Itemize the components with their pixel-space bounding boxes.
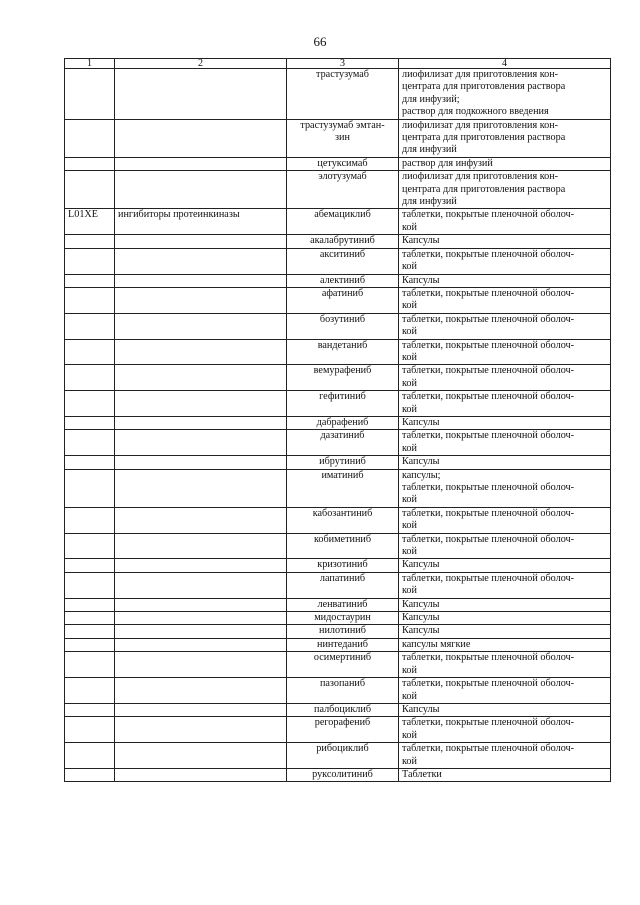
group-name-cell <box>115 533 287 559</box>
dosage-form-cell <box>399 171 611 209</box>
dosage-form-line: Капсулы <box>402 612 440 624</box>
dosage-form-cell <box>399 157 611 170</box>
dosage-form-line: для инфузий; <box>402 93 460 105</box>
column-header-2: 2 <box>115 59 287 69</box>
group-name-cell <box>115 339 287 365</box>
drug-name-line: мидостаурин <box>314 612 371 624</box>
drug-table <box>64 58 611 782</box>
dosage-form-line: таблетки, покрытые пленочной оболоч- <box>402 209 575 221</box>
drug-name-line: лапатиниб <box>319 572 366 584</box>
dosage-form-cell <box>399 119 611 157</box>
atc-code-cell <box>65 717 115 743</box>
dosage-form-line: кой <box>402 494 417 506</box>
dosage-form-cell <box>399 365 611 391</box>
dosage-form-line: для инфузий <box>402 196 457 208</box>
dosage-form-cell <box>399 274 611 287</box>
dosage-form-line: кой <box>402 546 417 558</box>
table-header-row <box>65 59 611 69</box>
drug-name-cell <box>287 638 399 651</box>
drug-name-line: ибрутиниб <box>319 456 366 468</box>
drug-name-cell <box>287 598 399 611</box>
table-row <box>65 638 611 651</box>
atc-code-cell <box>65 678 115 704</box>
atc-code-cell <box>65 612 115 625</box>
drug-name-cell <box>287 652 399 678</box>
dosage-form-line: кой <box>402 261 417 273</box>
group-name-cell <box>115 171 287 209</box>
group-name-cell <box>115 456 287 469</box>
atc-code-cell <box>65 469 115 507</box>
atc-code-cell <box>65 287 115 313</box>
dosage-form-line: таблетки, покрытые пленочной оболоч- <box>402 743 575 755</box>
table-row <box>65 274 611 287</box>
drug-name-line: трастузумаб эмтан- <box>300 119 385 131</box>
group-name-cell <box>115 313 287 339</box>
group-name-cell <box>115 678 287 704</box>
drug-name-cell <box>287 559 399 572</box>
table-row <box>65 365 611 391</box>
drug-name-line: кризотиниб <box>317 559 368 571</box>
drug-name-line: иматиниб <box>321 469 364 481</box>
drug-name-line: нилотиниб <box>319 625 366 637</box>
group-name-cell <box>115 572 287 598</box>
atc-code-cell <box>65 638 115 651</box>
drug-name-cell <box>287 507 399 533</box>
dosage-form-cell <box>399 638 611 651</box>
dosage-form-line: кой <box>402 300 417 312</box>
drug-name-line: акситиниб <box>319 248 366 260</box>
dosage-form-cell <box>399 391 611 417</box>
dosage-form-cell <box>399 533 611 559</box>
column-header-1: 1 <box>65 59 115 69</box>
table-row <box>65 119 611 157</box>
table-row <box>65 430 611 456</box>
atc-code-cell <box>65 743 115 769</box>
atc-code-cell <box>65 416 115 429</box>
dosage-form-line: таблетки, покрытые пленочной оболоч- <box>402 482 575 493</box>
dosage-form-cell <box>399 612 611 625</box>
table-row <box>65 287 611 313</box>
atc-code-cell <box>65 171 115 209</box>
atc-code-cell <box>65 456 115 469</box>
table-row <box>65 743 611 769</box>
table-row <box>65 456 611 469</box>
dosage-form-line: таблетки, покрытые пленочной оболоч- <box>402 507 575 519</box>
dosage-form-line: Капсулы <box>402 559 440 571</box>
drug-name-cell <box>287 469 399 507</box>
drug-name-cell <box>287 274 399 287</box>
dosage-form-cell <box>399 235 611 248</box>
dosage-form-line: Таблетки <box>402 768 442 780</box>
dosage-form-line: центрата для приготовления раствора <box>402 132 566 144</box>
dosage-form-line: таблетки, покрытые пленочной оболоч- <box>402 339 575 351</box>
drug-name-line: афатиниб <box>321 287 364 299</box>
dosage-form-cell <box>399 209 611 235</box>
table-row <box>65 339 611 365</box>
table-row <box>65 703 611 716</box>
dosage-form-line: кой <box>402 520 417 532</box>
dosage-form-cell <box>399 456 611 469</box>
dosage-form-line: таблетки, покрытые пленочной оболоч- <box>402 717 575 729</box>
drug-name-line: гефитиниб <box>319 391 366 403</box>
group-name-cell <box>115 365 287 391</box>
drug-name-cell <box>287 625 399 638</box>
group-name-cell <box>115 235 287 248</box>
drug-name-cell <box>287 612 399 625</box>
table-row <box>65 717 611 743</box>
dosage-form-cell <box>399 416 611 429</box>
dosage-form-line: Капсулы <box>402 598 440 610</box>
drug-name-cell <box>287 743 399 769</box>
page-number: 66 <box>313 34 327 49</box>
drug-name-line: элотузумаб <box>318 171 367 183</box>
drug-name-line: пазопаниб <box>319 678 366 690</box>
drug-name-cell <box>287 572 399 598</box>
dosage-form-line: лиофилизат для приготовления кон- <box>402 119 559 131</box>
table-row <box>65 313 611 339</box>
drug-name-cell <box>287 339 399 365</box>
drug-name-cell <box>287 313 399 339</box>
dosage-form-cell <box>399 507 611 533</box>
dosage-form-line: таблетки, покрытые пленочной оболоч- <box>402 678 575 690</box>
drug-name-line: дазатиниб <box>320 430 365 442</box>
group-name-cell <box>115 703 287 716</box>
dosage-form-line: кой <box>402 326 417 338</box>
drug-name-cell <box>287 456 399 469</box>
drug-name-cell <box>287 430 399 456</box>
drug-name-line: зин <box>335 132 350 144</box>
group-name-cell <box>115 507 287 533</box>
drug-name-cell <box>287 209 399 235</box>
table-row <box>65 612 611 625</box>
drug-name-line: кабозантиниб <box>312 507 373 519</box>
table-row <box>65 416 611 429</box>
group-name-cell <box>115 430 287 456</box>
atc-code-cell <box>65 119 115 157</box>
dosage-form-cell <box>399 703 611 716</box>
drug-name-line: палбоциклиб <box>314 703 371 715</box>
dosage-form-cell <box>399 287 611 313</box>
dosage-form-line: кой <box>402 664 417 676</box>
atc-code-cell <box>65 625 115 638</box>
drug-name-line: вандетаниб <box>317 339 368 351</box>
group-name-cell <box>115 157 287 170</box>
drug-name-cell <box>287 717 399 743</box>
group-name-cell <box>115 287 287 313</box>
drug-name-line: регорафениб <box>314 717 371 729</box>
dosage-form-line: таблетки, покрытые пленочной оболоч- <box>402 533 575 545</box>
dosage-form-cell <box>399 768 611 781</box>
drug-name-line: рибоциклиб <box>316 743 369 755</box>
dosage-form-line: кой <box>402 690 417 702</box>
drug-name-line: акалабрутиниб <box>310 235 375 247</box>
dosage-form-cell <box>399 469 611 507</box>
drug-name-cell <box>287 391 399 417</box>
table-row <box>65 559 611 572</box>
atc-code-cell <box>65 430 115 456</box>
column-header-4: 4 <box>399 59 611 69</box>
table-row <box>65 678 611 704</box>
group-name-cell <box>115 469 287 507</box>
group-name-cell <box>115 612 287 625</box>
column-header-3: 3 <box>287 59 399 69</box>
dosage-form-line: таблетки, покрытые пленочной оболоч- <box>402 652 575 664</box>
dosage-form-cell <box>399 678 611 704</box>
dosage-form-line: кой <box>402 729 417 741</box>
dosage-form-line: таблетки, покрытые пленочной оболоч- <box>402 430 575 442</box>
dosage-form-line: капсулы мягкие <box>402 638 471 650</box>
drug-name-line: руксолитиниб <box>312 768 373 780</box>
dosage-form-line: лиофилизат для приготовления кон- <box>402 171 559 183</box>
dosage-form-cell <box>399 598 611 611</box>
atc-code-cell <box>65 598 115 611</box>
dosage-form-line: таблетки, покрытые пленочной оболоч- <box>402 313 575 325</box>
dosage-form-cell <box>399 652 611 678</box>
dosage-form-line: кой <box>402 377 417 389</box>
dosage-form-line: кой <box>402 442 417 454</box>
atc-code-cell <box>65 274 115 287</box>
dosage-form-cell <box>399 339 611 365</box>
dosage-form-line: кой <box>402 755 417 767</box>
drug-name-cell <box>287 703 399 716</box>
atc-code-cell <box>65 533 115 559</box>
drug-name-cell <box>287 157 399 170</box>
group-name-cell <box>115 652 287 678</box>
group-name-cell <box>115 768 287 781</box>
group-name-cell <box>115 598 287 611</box>
drug-name-line: трастузумаб <box>316 69 369 80</box>
drug-name-cell <box>287 69 399 120</box>
dosage-form-line: Капсулы <box>402 703 440 715</box>
dosage-form-line: Капсулы <box>402 235 440 247</box>
dosage-form-line: кой <box>402 221 417 233</box>
drug-name-cell <box>287 235 399 248</box>
dosage-form-cell <box>399 69 611 120</box>
group-name-cell <box>115 638 287 651</box>
atc-code-cell <box>65 391 115 417</box>
drug-name-cell <box>287 416 399 429</box>
dosage-form-line: Капсулы <box>402 274 440 286</box>
group-name-cell <box>115 391 287 417</box>
table-row <box>65 391 611 417</box>
drug-name-cell <box>287 171 399 209</box>
dosage-form-cell <box>399 625 611 638</box>
drug-name-line: кобиметиниб <box>313 533 372 545</box>
dosage-form-line: центрата для приготовления раствора <box>402 183 566 195</box>
group-name-cell <box>115 743 287 769</box>
dosage-form-cell <box>399 717 611 743</box>
drug-name-line: бозутиниб <box>319 313 366 325</box>
drug-name-line: вемурафениб <box>313 365 372 377</box>
dosage-form-cell <box>399 559 611 572</box>
drug-name-cell <box>287 365 399 391</box>
dosage-form-line: кой <box>402 403 417 415</box>
table-row <box>65 171 611 209</box>
dosage-form-line: таблетки, покрытые пленочной оболоч- <box>402 248 575 260</box>
table-row <box>65 572 611 598</box>
drug-name-line: абемациклиб <box>314 209 371 221</box>
dosage-form-line: Капсулы <box>402 625 440 637</box>
group-name-cell <box>115 69 287 120</box>
dosage-form-line: Капсулы <box>402 456 440 468</box>
drug-name-cell <box>287 768 399 781</box>
table-row <box>65 69 611 120</box>
atc-code-cell <box>65 248 115 274</box>
dosage-form-line: Капсулы <box>402 416 440 428</box>
atc-code-cell <box>65 559 115 572</box>
dosage-form-line: раствор для подкожного введения <box>402 106 549 118</box>
drug-name-cell <box>287 533 399 559</box>
group-name-cell <box>115 119 287 157</box>
atc-code-cell <box>65 313 115 339</box>
atc-code-cell <box>65 157 115 170</box>
dosage-form-line: таблетки, покрытые пленочной оболоч- <box>402 391 575 403</box>
dosage-form-cell <box>399 572 611 598</box>
group-name-cell <box>115 416 287 429</box>
group-name-cell: ингибиторы протеинкиназы <box>115 209 287 235</box>
dosage-form-line: кой <box>402 585 417 597</box>
dosage-form-line: таблетки, покрытые пленочной оболоч- <box>402 365 575 377</box>
drug-name-line: осимертиниб <box>313 652 372 664</box>
drug-name-cell <box>287 248 399 274</box>
table-row <box>65 533 611 559</box>
dosage-form-line: для инфузий <box>402 144 457 156</box>
dosage-form-cell <box>399 248 611 274</box>
table-row <box>65 768 611 781</box>
table-row <box>65 507 611 533</box>
atc-code-cell <box>65 507 115 533</box>
drug-name-cell <box>287 678 399 704</box>
table-row <box>65 157 611 170</box>
atc-code-cell <box>65 69 115 120</box>
atc-code-cell <box>65 235 115 248</box>
dosage-form-cell <box>399 430 611 456</box>
drug-name-line: ленватиниб <box>317 598 368 610</box>
table-row <box>65 235 611 248</box>
table-row <box>65 248 611 274</box>
atc-code-cell: L01XE <box>65 209 115 235</box>
drug-name-line: алектиниб <box>319 274 366 286</box>
group-name-cell <box>115 274 287 287</box>
table-row <box>65 598 611 611</box>
table-row <box>65 209 611 235</box>
drug-name-cell <box>287 287 399 313</box>
atc-code-cell <box>65 703 115 716</box>
drug-name-line: дабрафениб <box>316 416 369 428</box>
atc-code-cell <box>65 572 115 598</box>
dosage-form-line: таблетки, покрытые пленочной оболоч- <box>402 572 575 584</box>
dosage-form-cell <box>399 743 611 769</box>
group-name-cell <box>115 559 287 572</box>
group-name-cell <box>115 717 287 743</box>
dosage-form-cell <box>399 313 611 339</box>
table-row <box>65 652 611 678</box>
drug-name-line: нинтеданиб <box>317 638 368 650</box>
drug-name-cell <box>287 119 399 157</box>
dosage-form-line: лиофилизат для приготовления кон- <box>402 69 559 80</box>
dosage-form-line: центрата для приготовления раствора <box>402 81 566 93</box>
dosage-form-line: таблетки, покрытые пленочной оболоч- <box>402 287 575 299</box>
dosage-form-line: кой <box>402 351 417 363</box>
group-name-cell <box>115 625 287 638</box>
atc-code-cell <box>65 339 115 365</box>
table-row <box>65 625 611 638</box>
table-row <box>65 469 611 507</box>
dosage-form-line: раствор для инфузий <box>402 157 493 169</box>
atc-code-cell <box>65 768 115 781</box>
group-name-cell <box>115 248 287 274</box>
atc-code-cell <box>65 652 115 678</box>
atc-code-cell <box>65 365 115 391</box>
dosage-form-line: капсулы; <box>402 469 441 481</box>
drug-name-line: цетуксимаб <box>317 157 368 169</box>
